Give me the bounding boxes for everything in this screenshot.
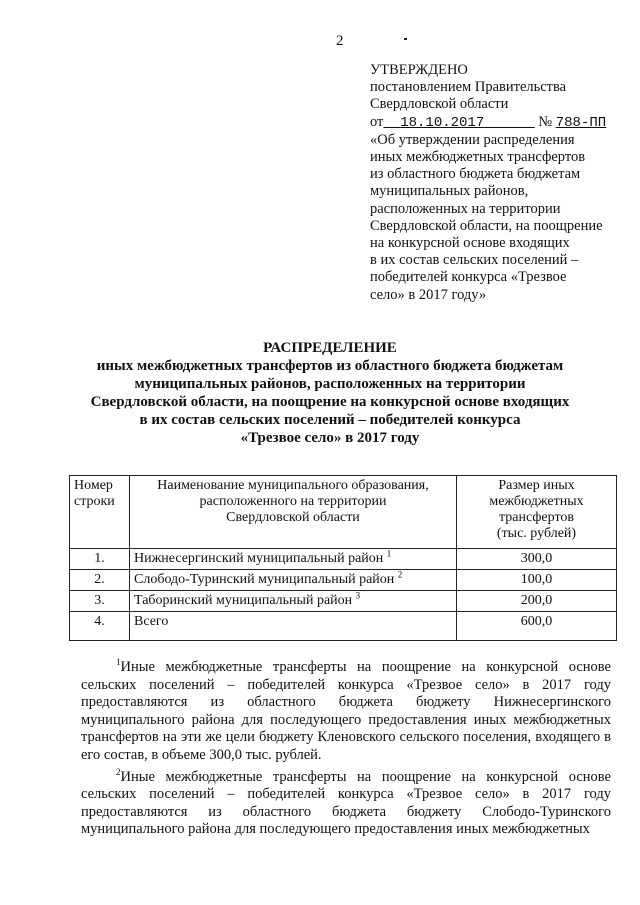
footnote-paragraph: $^1$Иные межбюджетные трансферты на поощрение на конкурсной основе сельских поселений – победителей конкурса «Трезвое село» в 2017 году предоставляются из областного бюджета бюджету Нижнесергинского муниципального района для последующего предоставления иных межбюджетных трансфертов на эти же цели бюджету Кленовского сельского поселения, входящего в его состав, в объеме 300,0 тыс. рублей. [81,657,611,763]
approval-title-line: Свердловской области, на поощрение [370,217,603,234]
page-number: 2 [336,33,344,49]
transfer-amount: 300,0 [457,549,617,570]
footnote-mark: 1 [386,548,392,559]
title-line: муниципальных районов, расположенных на территории [134,376,526,392]
footnote-mark: 3 [355,590,361,601]
approval-title-line: расположенных на территории [370,200,561,217]
footnote-number: 2 [116,766,121,777]
table-row [70,570,617,591]
footnote-paragraph: $^2$Иные межбюджетные трансферты на поощрение на конкурсной основе сельских поселений – победителей конкурса «Трезвое село» в 2017 году предоставляются из областного бюджета бюджету Слободо-Туринского муниципального района для последующего предоставления иных межбюджетных [81,766,611,838]
row-number: 1. [70,549,130,570]
municipality-name: Таборинский муниципальный район $^3$ [130,591,457,612]
municipality-name: Слободо-Туринский муниципальный район $^2$ [130,570,457,591]
header-row-number: Номер строки [70,476,130,549]
approval-title-line: победителей конкурса «Трезвое [370,269,567,286]
footnotes [81,659,611,843]
transfer-amount: 600,0 [457,612,617,641]
footnote-mark: 2 [397,569,403,580]
decree-date: 18.10.2017 [400,114,485,131]
transfers-table [69,475,617,641]
transfer-amount: 200,0 [457,591,617,612]
approval-title-line: муниципальных районов, [370,183,529,200]
title-line: иных межбюджетных трансфертов из областного бюджета бюджетам [96,358,564,374]
scan-speck [404,38,407,40]
approval-line-1: постановлением Правительства [370,79,567,96]
approval-title-line: село» в 2017 году» [370,286,487,303]
approval-title-line: на конкурсной основе входящих [370,235,570,252]
header-transfer-amount: Размер иных межбюджетных трансфертов (тыс. рублей) [457,476,617,549]
table-row [70,549,617,570]
table-row [70,591,617,612]
table-header-row [70,476,617,549]
number-prefix: № [538,113,553,130]
approval-heading: УТВЕРЖДЕНО [370,62,468,78]
municipality-name: Всего [130,612,457,641]
document-title [60,339,600,447]
row-number: 3. [70,591,130,612]
header-municipality-name: Наименование муниципального образования, расположенного на территории Свердловской области [130,476,457,549]
approval-title-line: из областного бюджета бюджетам [370,166,581,183]
transfer-amount: 100,0 [457,570,617,591]
approval-title-line: «Об утверждении распределения [370,131,575,148]
row-number: 2. [70,570,130,591]
table-row-total [70,612,617,641]
date-prefix: от [370,113,384,130]
approval-title-line: в их состав сельских поселений – [370,252,579,269]
approval-block [370,62,615,304]
municipality-name: Нижнесергинский муниципальный район $^1$ [130,549,457,570]
title-line: РАСПРЕДЕЛЕНИЕ [263,340,397,356]
title-line: «Трезвое село» в 2017 году [240,430,420,446]
title-line: в их состав сельских поселений – победителей конкурса [139,412,521,428]
row-number: 4. [70,612,130,641]
footnote-number: 1 [116,657,121,668]
approval-line-2: Свердловской области [370,96,509,113]
approval-date-line [370,114,615,132]
approval-title-line: иных межбюджетных трансфертов [370,149,586,166]
title-line: Свердловской области, на поощрение на конкурсной основе входящих [90,394,570,410]
decree-number: 788-ПП [555,114,607,131]
